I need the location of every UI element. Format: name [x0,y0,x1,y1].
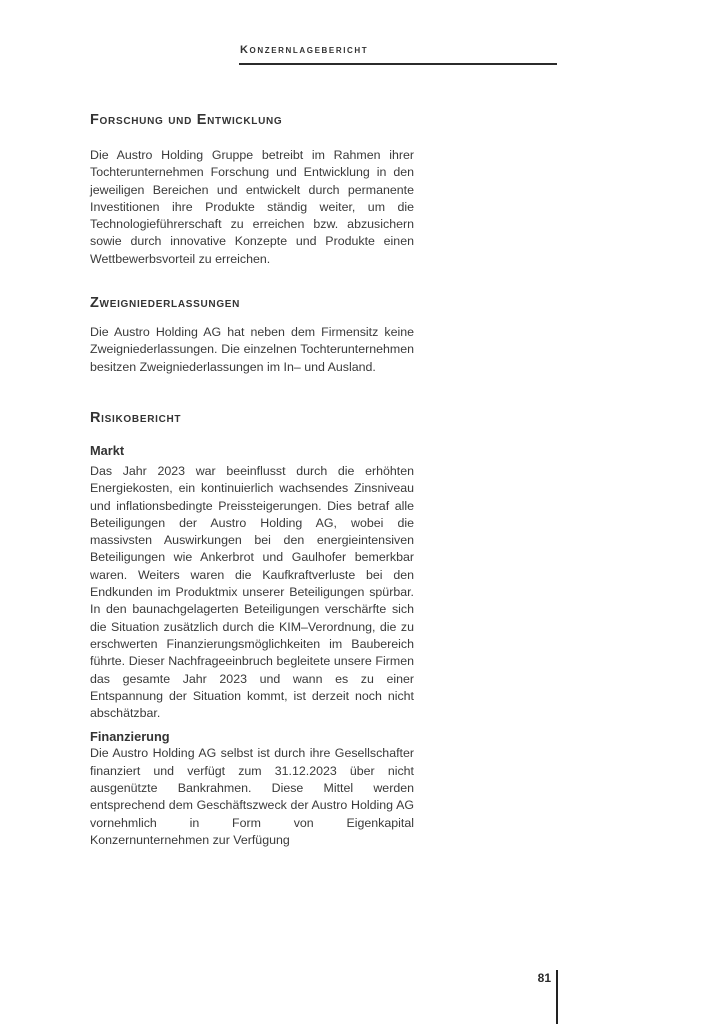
section-forschung-und-entwicklung [90,112,414,268]
text-column [90,112,414,849]
header-rule [239,63,557,65]
subsection-title: Markt [90,442,125,458]
section-zweigniederlassungen [90,295,414,376]
body-paragraph: Das Jahr 2023 war beeinflusst durch die erhöhten Energiekosten, ein kontinuierlich wachsendes Zinsniveau und inflationsbedingte Preissteigerungen. Dies betraf alle Beteiligungen der Austro Holding AG, wobei die massivsten Auswirkungen bei den energieintensiven Beteiligungen wie Ankerbrot und Gaulhofer bemerkbar waren. Weiters waren die Kaufkraftverluste bei den Endkunden im Produktmix unserer Beteiligungen spürbar. In den baunachgelagerten Beteiligungen verschärfte sich die Situation zusätzlich durch die KIM–Verordnung, die zu erschwerten Finanzierungsmöglichkeiten im Baubereich führte. Dieser Nachfrageeinbruch begleitete unsere Firmen das gesamte Jahr 2023 und wann es zu einer Entspannung der Situation kommt, ist derzeit noch nicht abschätzbar. [90,463,414,721]
section-heading: Zweigniederlassungen [90,295,241,312]
footer-rule [556,970,558,1024]
section-heading: Risikobericht [90,409,182,426]
page-number: 81 [537,971,551,985]
subsection-markt [90,442,414,722]
body-paragraph: Die Austro Holding AG selbst ist durch ihre Gesellschafter finanziert und verfügt zum 31.12.2023 über nicht ausgenützte Bankrahmen. Diese Mittel werden entsprechend dem Geschäftszweck der Austro Holding AG vornehmlich in Form von Eigenkapital Konzernunternehmen zur Verfügung [90,746,414,847]
body-paragraph: Die Austro Holding AG hat neben dem Firmensitz keine Zweigniederlassungen. Die einzelnen Tochterunternehmen besitzen Zweigniederlassungen im In– und Ausland. [90,325,414,374]
subsection-finanzierung [90,728,414,849]
section-risikobericht [90,410,414,849]
body-paragraph: Die Austro Holding Gruppe betreibt im Rahmen ihrer Tochterunternehmen Forschung und Entwicklung in den jeweiligen Bereichen und entwickelt durch permanente Investitionen ihre Produkte ständig weiter, um die Technologieführerschaft zu erreichen bzw. abzusichern sowie durch innovative Konzepte und Produkte einen Wettbewerbsvorteil zu erreichen. [90,148,414,266]
running-header: Konzernlagebericht [240,44,369,56]
section-heading: Forschung und Entwicklung [90,112,283,128]
subsection-title: Finanzierung [90,729,170,745]
